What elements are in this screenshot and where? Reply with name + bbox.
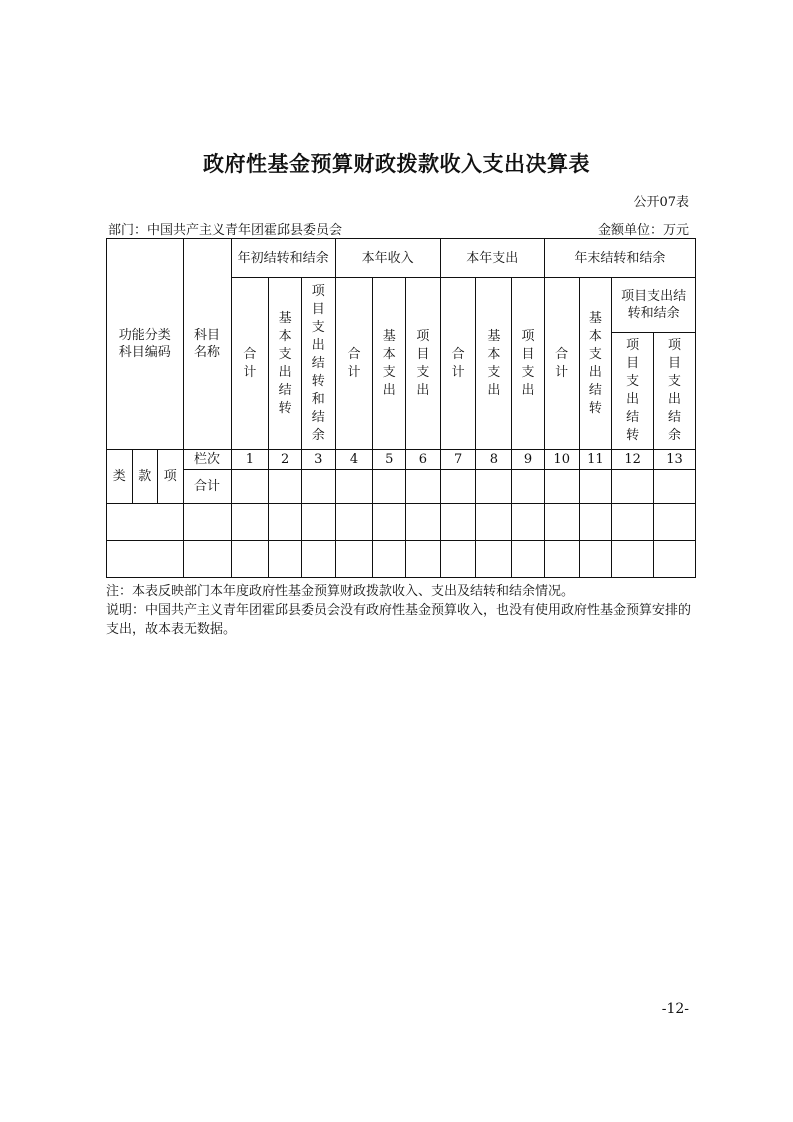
header-begin-basic: 基本支出结转 xyxy=(269,278,302,450)
explanation-line: 说明：中国共产主义青年团霍邱县委员会没有政府性基金预算收入，也没有使用政府性基金预算安排的支出，故本表无数据。 xyxy=(106,603,692,637)
table-cell xyxy=(406,470,441,504)
col-number: 6 xyxy=(406,450,441,470)
unit-label: 金额单位：万元 xyxy=(597,223,689,238)
col-number: 2 xyxy=(269,450,302,470)
table-cell xyxy=(269,470,302,504)
header-group-end: 年末结转和结余 xyxy=(544,239,695,278)
col-number: 11 xyxy=(579,450,612,470)
table-cell xyxy=(579,470,612,504)
header-group-income: 本年收入 xyxy=(335,239,440,278)
department-label: 部门：中国共产主义青年团霍邱县委员会 xyxy=(108,223,343,238)
page-number: -12- xyxy=(661,1001,689,1017)
sum-row-label: 合计 xyxy=(183,470,231,504)
header-expense-project: 项目支出 xyxy=(512,278,545,450)
header-func-code: 功能分类科目编码 xyxy=(107,239,184,450)
header-group-begin: 年初结转和结余 xyxy=(231,239,335,278)
header-lei: 类 xyxy=(107,450,133,504)
table-cell xyxy=(476,470,512,504)
table-cell xyxy=(440,470,476,504)
header-income-basic: 基本支出 xyxy=(373,278,406,450)
table-cell xyxy=(612,470,654,504)
header-expense-basic: 基本支出 xyxy=(476,278,512,450)
header-end-project-balance: 项目支出结余 xyxy=(654,333,696,450)
header-income-project: 项目支出 xyxy=(406,278,441,450)
header-column-index: 栏次 xyxy=(183,450,231,470)
header-begin-total: 合计 xyxy=(231,278,269,450)
table-cell xyxy=(544,470,579,504)
header-end-total: 合计 xyxy=(544,278,579,450)
col-number: 10 xyxy=(544,450,579,470)
table-cell xyxy=(512,470,545,504)
header-xiang: 项 xyxy=(158,450,184,504)
header-end-project: 项目支出结转和结余 xyxy=(612,278,696,333)
header-group-expense: 本年支出 xyxy=(440,239,544,278)
header-expense-total: 合计 xyxy=(440,278,476,450)
col-number: 8 xyxy=(476,450,512,470)
header-end-basic: 基本支出结转 xyxy=(579,278,612,450)
table-cell xyxy=(335,470,373,504)
header-end-project-carry: 项目支出结转 xyxy=(612,333,654,450)
table-row xyxy=(107,541,696,578)
table-cell xyxy=(373,470,406,504)
col-number: 5 xyxy=(373,450,406,470)
table-cell xyxy=(231,470,269,504)
header-subject-name: 科目名称 xyxy=(183,239,231,450)
col-number: 12 xyxy=(612,450,654,470)
col-number: 3 xyxy=(301,450,335,470)
col-number: 4 xyxy=(335,450,373,470)
table-cell xyxy=(301,470,335,504)
page-title: 政府性基金预算财政拨款收入支出决算表 xyxy=(203,152,590,176)
col-number: 9 xyxy=(512,450,545,470)
col-number: 7 xyxy=(440,450,476,470)
table-code: 公开07表 xyxy=(633,195,689,210)
col-number: 1 xyxy=(231,450,269,470)
header-kuan: 款 xyxy=(132,450,158,504)
col-number: 13 xyxy=(654,450,696,470)
budget-table xyxy=(106,238,696,578)
notes xyxy=(106,582,696,639)
table-cell xyxy=(654,470,696,504)
header-income-total: 合计 xyxy=(335,278,373,450)
note-line: 注：本表反映部门本年度政府性基金预算财政拨款收入、支出及结转和结余情况。 xyxy=(106,584,575,599)
table-row xyxy=(107,504,696,541)
header-begin-project: 项目支出结转和结余 xyxy=(301,278,335,450)
